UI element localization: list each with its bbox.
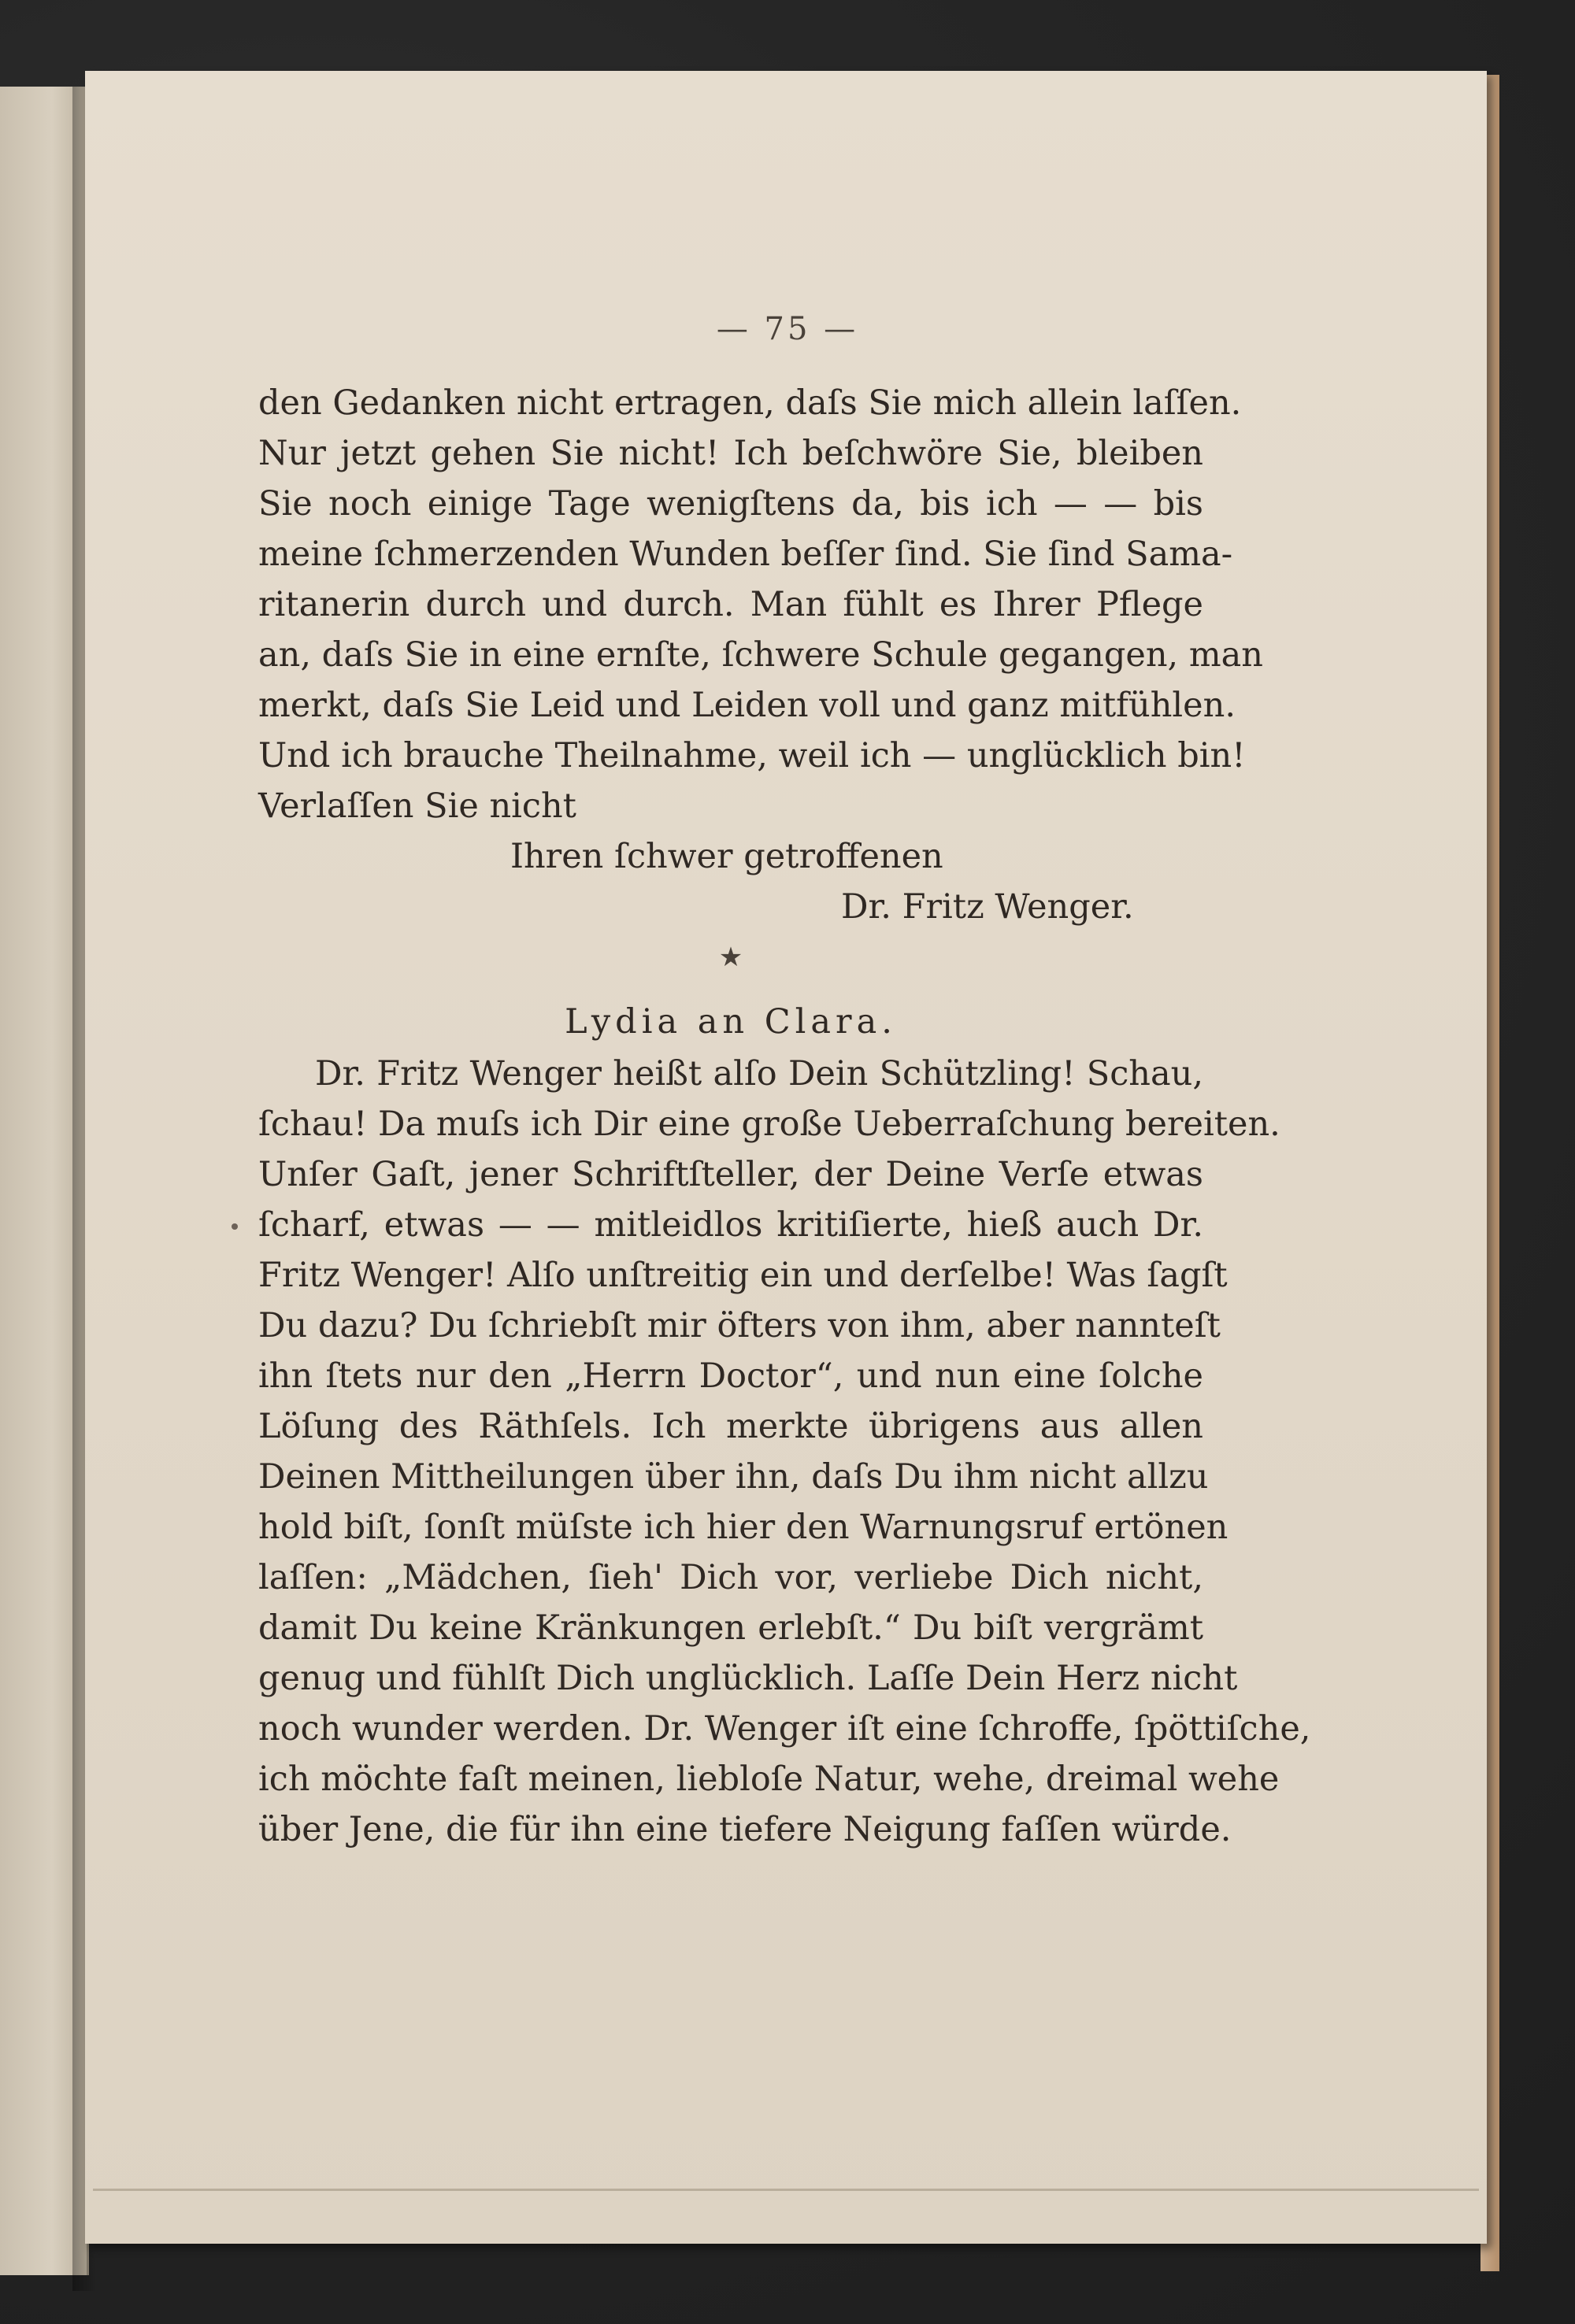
page-number: — 75 — [716,311,859,347]
text-line: damit Du keine Kränkungen erlebſt.“ Du biſt vergrämt [258,1608,1203,1648]
text-line: Sie noch einige Tage wenigſtens da, bis ich — — bis [258,484,1203,524]
text-line: ihn ſtets nur den „Herrn Doctor“, und nun eine ſolche [258,1356,1203,1396]
text-line: noch wunder werden. Dr. Wenger iſt eine ſchroffe, ſpöttiſche, [258,1709,1311,1749]
text-line: den Gedanken nicht ertragen, daſs Sie mich allein laſſen. [258,383,1242,423]
text-line: genug und fühlſt Dich unglücklich. Laſſe Dein Herz nicht [258,1659,1238,1698]
text-line: Unſer Gaſt, jener Schriftſteller, der Deine Verſe etwas [258,1155,1203,1194]
text-line: laſſen: „Mädchen, ſieh' Dich vor, verliebe Dich nicht, [258,1558,1203,1597]
text-line: an, daſs Sie in eine ernſte, ſchwere Schule gegangen, man [258,635,1263,675]
letter-closing: Ihren ſchwer getroffenen [510,837,943,876]
text-line: ich möchte faſt meinen, liebloſe Natur, wehe, dreimal wehe [258,1760,1280,1799]
text-line: Und ich brauche Theilnahme, weil ich — unglücklich bin! [258,736,1246,775]
text-line: Nur jetzt gehen Sie nicht! Ich beſchwöre Sie, bleiben [258,434,1203,473]
text-line: meine ſchmerzenden Wunden beſſer ſind. Sie ſind Sama- [258,535,1233,574]
text-line: ſchau! Da muſs ich Dir eine große Ueberraſchung bereiten. [258,1105,1280,1144]
letter-signature: Dr. Fritz Wenger. [841,887,1134,927]
text-line: Du dazu? Du ſchriebſt mir öfters von ihm, aber nannteſt [258,1306,1221,1345]
text-line: Verlaſſen Sie nicht [258,786,576,826]
text-line: merkt, daſs Sie Leid und Leiden voll und ganz mitfühlen. [258,686,1236,725]
separator-star-icon: ★ [718,942,743,973]
text-line: ſcharf, etwas — — mitleidlos kritiſierte, hieß auch Dr. [258,1205,1203,1245]
text-line: ritanerin durch und durch. Man fühlt es Ihrer Pflege [258,585,1203,624]
text-line: Löſung des Räthſels. Ich merkte übrigens aus allen [258,1407,1203,1446]
margin-mark [232,1223,238,1230]
text-line: Dr. Fritz Wenger heißt alſo Dein Schützling! Schau, [315,1054,1203,1094]
text-line: Fritz Wenger! Alſo unſtreitig ein und derſelbe! Was ſagſt [258,1256,1228,1295]
text-line: über Jene, die für ihn eine tiefere Neigung faſſen würde. [258,1810,1232,1849]
text-line: Deinen Mittheilungen über ihn, daſs Du ihm nicht allzu [258,1457,1209,1497]
text-line: hold biſt, ſonſt müſste ich hier den Warnungsruf ertönen [258,1508,1228,1547]
page-bottom-rule [93,2189,1479,2191]
letter-heading: Lydia an Clara. [565,1002,897,1042]
page-text [258,378,1311,1855]
